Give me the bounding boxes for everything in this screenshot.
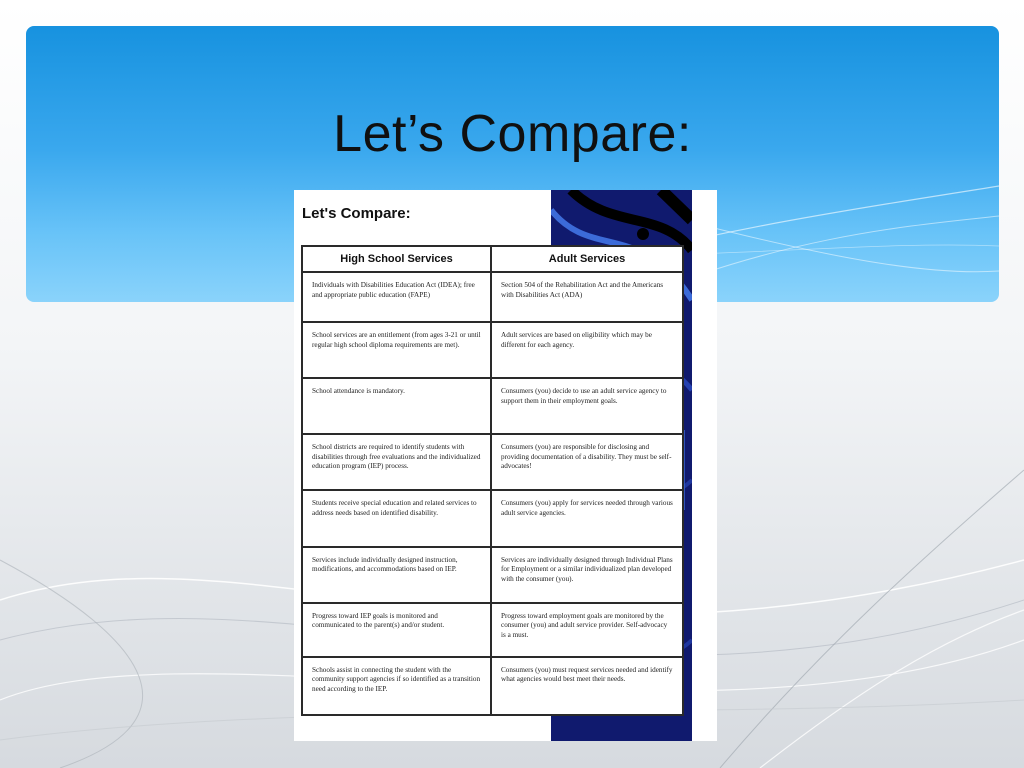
column-header-high-school: High School Services xyxy=(302,246,491,272)
table-row xyxy=(302,434,683,490)
slide-title: Let’s Compare: xyxy=(333,105,692,163)
table-row xyxy=(302,657,683,715)
handout-title: Let's Compare: xyxy=(302,205,411,222)
cell-high-school: Schools assist in connecting the student with the community support agencies if so identified as a transition need according to the IEP. xyxy=(302,657,491,715)
cell-high-school: School districts are required to identify students with disabilities through free evaluations and the individualized education program (IEP) process. xyxy=(302,434,491,490)
column-header-adult: Adult Services xyxy=(491,246,683,272)
cell-adult: Services are individually designed through Individual Plans for Employment or a similar individualized plan developed with the consumer (you). xyxy=(491,547,683,603)
table-row xyxy=(302,378,683,434)
cell-high-school: School attendance is mandatory. xyxy=(302,378,491,434)
cell-adult: Section 504 of the Rehabilitation Act and the Americans with Disabilities Act (ADA) xyxy=(491,272,683,322)
table-row xyxy=(302,490,683,546)
cell-adult: Consumers (you) decide to use an adult service agency to support them in their employment goals. xyxy=(491,378,683,434)
cell-high-school: Students receive special education and related services to address needs based on identified disability. xyxy=(302,490,491,546)
cell-adult: Consumers (you) must request services needed and identify what agencies would best meet their needs. xyxy=(491,657,683,715)
cell-adult: Consumers (you) apply for services needed through various adult service agencies. xyxy=(491,490,683,546)
cell-high-school: School services are an entitlement (from ages 3-21 or until regular high school diploma requirements are met). xyxy=(302,322,491,378)
cell-adult: Progress toward employment goals are monitored by the consumer (you) and adult service provider. Self-advocacy is a must. xyxy=(491,603,683,657)
cell-high-school: Individuals with Disabilities Education Act (IDEA); free and appropriate public education (FAPE) xyxy=(302,272,491,322)
table-header-row xyxy=(302,246,683,272)
table-row xyxy=(302,272,683,322)
cell-adult: Adult services are based on eligibility which may be different for each agency. xyxy=(491,322,683,378)
table-row xyxy=(302,322,683,378)
comparison-table xyxy=(301,245,684,716)
table-row xyxy=(302,547,683,603)
cell-adult: Consumers (you) are responsible for disclosing and providing documentation of a disability. They must be self-advocates! xyxy=(491,434,683,490)
cell-high-school: Services include individually designed instruction, modifications, and accommodations based on IEP. xyxy=(302,547,491,603)
cell-high-school: Progress toward IEP goals is monitored and communicated to the parent(s) and/or student. xyxy=(302,603,491,657)
handout-image xyxy=(294,190,717,741)
table-row xyxy=(302,603,683,657)
